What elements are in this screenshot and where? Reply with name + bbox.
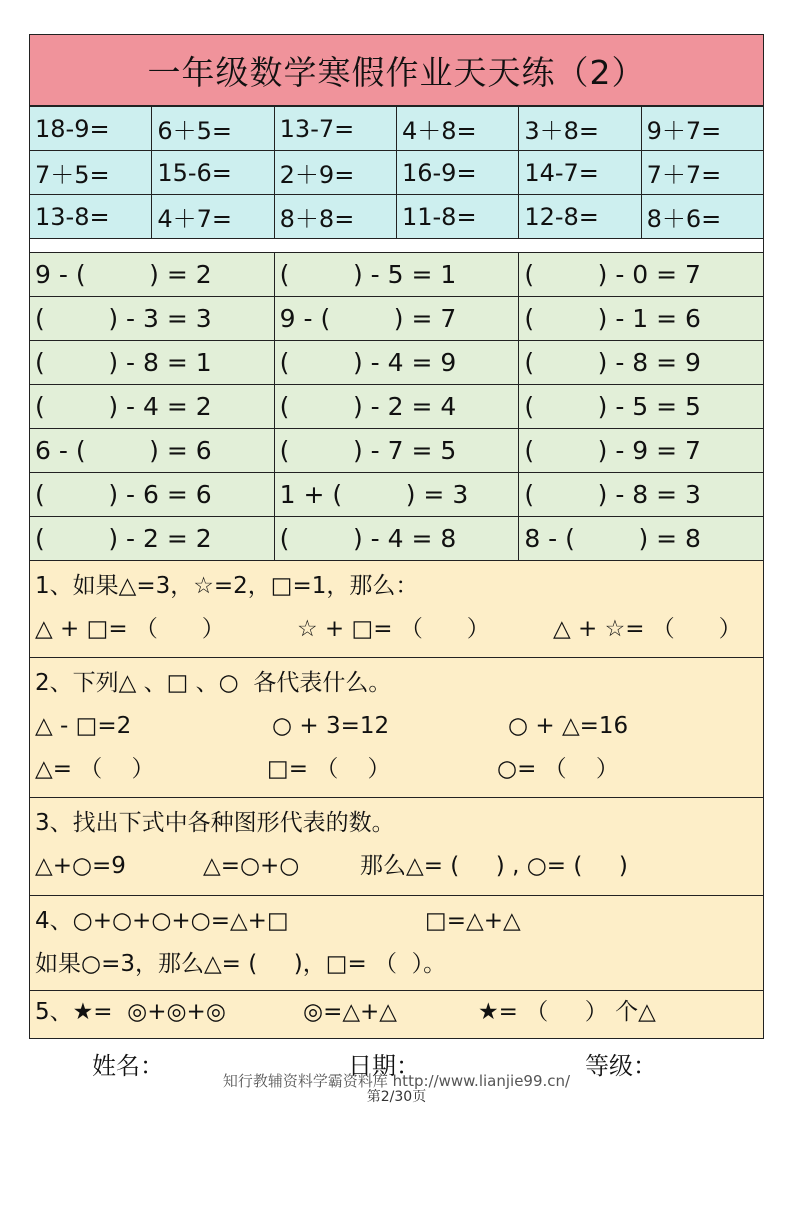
question-2-equations	[35, 705, 763, 748]
question-5-answer: ★= （ ） 个△	[478, 999, 656, 1025]
problem-cell: 3＋8=	[519, 107, 641, 151]
question-3-eq-b: △=○+○	[203, 853, 300, 879]
question-5-eq-a: 5、★= ◎+◎+◎	[35, 999, 226, 1025]
fill-cell: 9 - ( ) = 7	[274, 297, 519, 341]
question-5	[29, 991, 764, 1039]
table-row	[30, 151, 764, 195]
fill-cell: ( ) - 7 = 5	[274, 429, 519, 473]
fill-cell: 6 - ( ) = 6	[30, 429, 275, 473]
question-5-eq-b: ◎=△+△	[303, 999, 397, 1025]
table-row	[30, 253, 764, 297]
problem-cell: 6＋5=	[152, 107, 274, 151]
grade-label: 等级：	[585, 1052, 657, 1080]
fill-cell: ( ) - 2 = 4	[274, 385, 519, 429]
problem-cell: 13-8=	[30, 195, 152, 239]
page-number: 第2/30页	[366, 1089, 427, 1105]
problem-cell: 4＋7=	[152, 195, 274, 239]
table-row	[30, 385, 764, 429]
question-2-prompt: 2、下列△ 、□ 、○ 各代表什么。	[35, 670, 392, 696]
fill-cell: ( ) - 3 = 3	[30, 297, 275, 341]
fill-cell: 8 - ( ) = 8	[519, 517, 764, 561]
question-2-answers	[35, 748, 763, 791]
worksheet-title: 一年级数学寒假作业天天练（2）	[29, 34, 764, 106]
problem-cell: 18-9=	[30, 107, 152, 151]
fill-in-table	[29, 252, 764, 561]
problem-cell: 8＋8=	[274, 195, 396, 239]
problem-cell: 11-8=	[396, 195, 518, 239]
problem-cell: 4＋8=	[396, 107, 518, 151]
table-row	[30, 195, 764, 239]
question-1-answer-b: ☆ + □= （ ）	[297, 616, 490, 642]
question-1-answers	[35, 608, 763, 651]
section-gap	[29, 239, 764, 252]
question-3-equations	[35, 845, 763, 888]
question-3	[29, 798, 764, 896]
question-2-eq-a: △ - □=2	[35, 713, 132, 739]
table-row	[30, 473, 764, 517]
problem-cell: 2＋9=	[274, 151, 396, 195]
table-row	[30, 517, 764, 561]
fill-cell: 9 - ( ) = 2	[30, 253, 275, 297]
question-1-answer-c: △ + ☆= （ ）	[553, 616, 742, 642]
question-2	[29, 658, 764, 798]
fill-cell: ( ) - 4 = 8	[274, 517, 519, 561]
question-1-prompt: 1、如果△=3，☆=2，□=1，那么：	[35, 573, 419, 599]
worksheet	[29, 34, 764, 1039]
date-label: 日期：	[348, 1052, 420, 1080]
question-4	[29, 896, 764, 991]
fill-cell: ( ) - 8 = 1	[30, 341, 275, 385]
question-2-eq-b: ○ + 3=12	[272, 713, 390, 739]
question-2-eq-c: ○ + △=16	[508, 713, 629, 739]
question-2-answer-a: △= （ ）	[35, 756, 155, 782]
problem-cell: 16-9=	[396, 151, 518, 195]
question-5-line	[35, 991, 763, 1034]
watermark: 知行教辅资料学霸资料库 http://www.lianjie99.cn/	[222, 1072, 571, 1090]
fill-cell: ( ) - 4 = 2	[30, 385, 275, 429]
problem-cell: 13-7=	[274, 107, 396, 151]
arithmetic-table	[29, 106, 764, 239]
question-4-equations	[35, 900, 763, 943]
question-3-eq-a: △+○=9	[35, 853, 126, 879]
fill-cell: ( ) - 2 = 2	[30, 517, 275, 561]
table-row	[30, 341, 764, 385]
fill-cell: ( ) - 0 = 7	[519, 253, 764, 297]
fill-cell: ( ) - 8 = 3	[519, 473, 764, 517]
problem-cell: 7＋5=	[30, 151, 152, 195]
problem-cell: 14-7=	[519, 151, 641, 195]
question-1-answer-a: △ + □= （ ）	[35, 616, 225, 642]
fill-cell: ( ) - 1 = 6	[519, 297, 764, 341]
table-row	[30, 429, 764, 473]
problem-cell: 7＋7=	[641, 151, 763, 195]
fill-cell: ( ) - 6 = 6	[30, 473, 275, 517]
problem-cell: 8＋6=	[641, 195, 763, 239]
fill-cell: ( ) - 5 = 5	[519, 385, 764, 429]
fill-cell: ( ) - 8 = 9	[519, 341, 764, 385]
question-3-answers: 那么△= ( ) , ○= ( )	[360, 853, 628, 879]
table-row	[30, 107, 764, 151]
problem-cell: 15-6=	[152, 151, 274, 195]
fill-cell: ( ) - 4 = 9	[274, 341, 519, 385]
question-2-answer-c: ○= （ ）	[497, 756, 619, 782]
question-3-prompt: 3、找出下式中各种图形代表的数。	[35, 810, 395, 836]
fill-cell: 1 + ( ) = 3	[274, 473, 519, 517]
problem-cell: 12-8=	[519, 195, 641, 239]
question-4-eq-a: 4、○+○+○+○=△+□	[35, 908, 289, 934]
question-4-answers: 如果○=3，那么△= ( )，□= （ ）。	[35, 951, 447, 977]
name-label: 姓名：	[92, 1052, 164, 1080]
question-2-answer-b: □= （ ）	[267, 756, 391, 782]
question-1	[29, 561, 764, 658]
problem-cell: 9＋7=	[641, 107, 763, 151]
fill-cell: ( ) - 9 = 7	[519, 429, 764, 473]
question-4-eq-b: □=△+△	[425, 908, 521, 934]
table-row	[30, 297, 764, 341]
fill-cell: ( ) - 5 = 1	[274, 253, 519, 297]
